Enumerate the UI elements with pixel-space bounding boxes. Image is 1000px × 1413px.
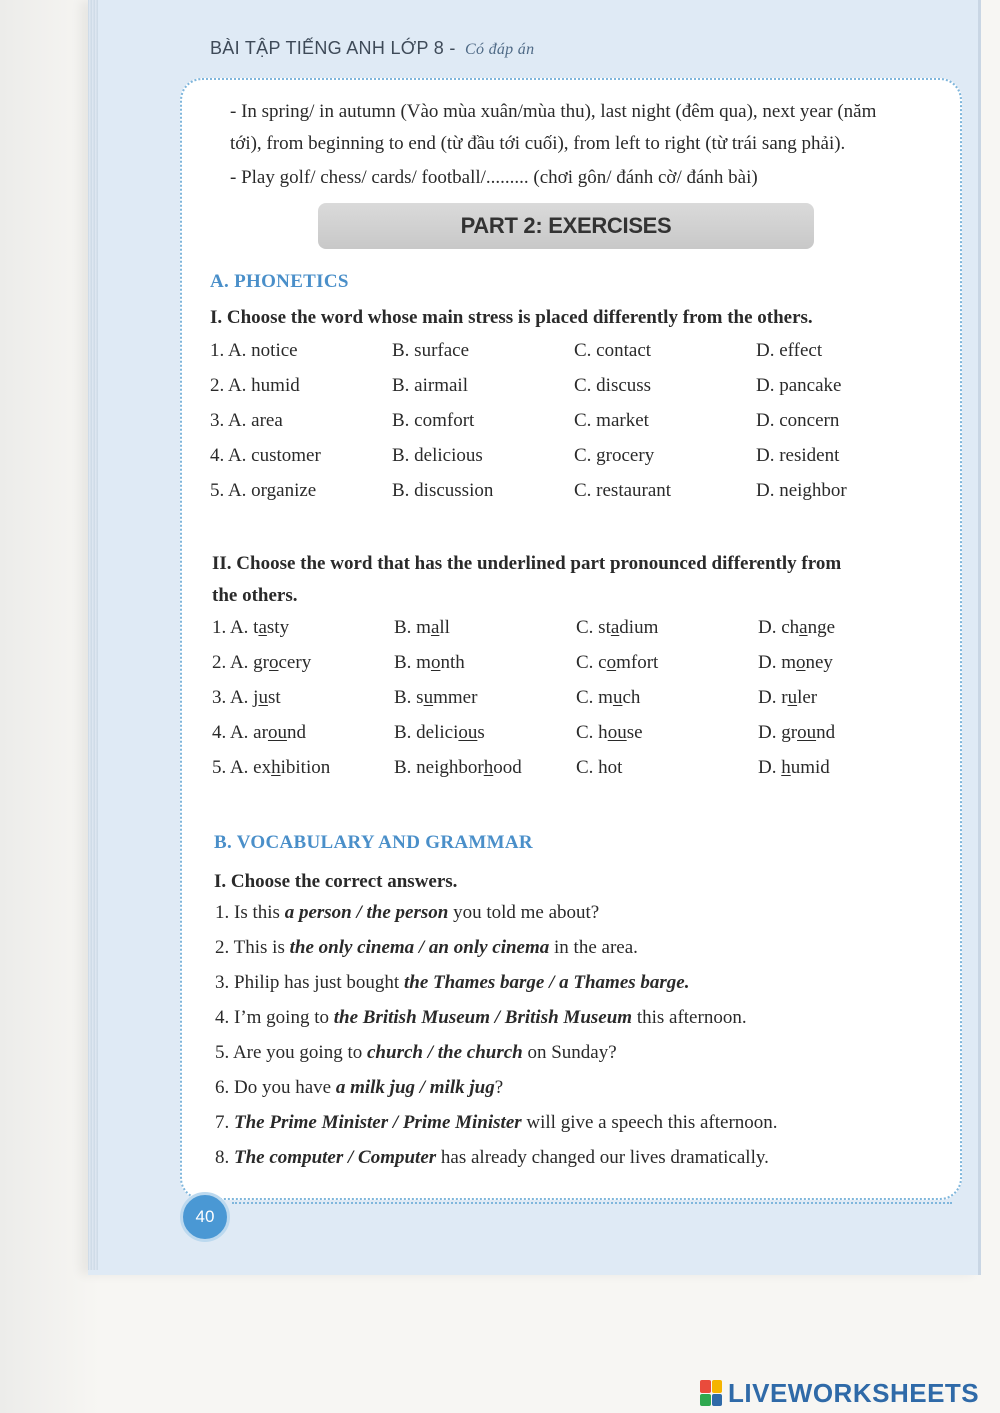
- sentence-item: [215, 972, 690, 994]
- question-row: [210, 340, 950, 370]
- answer-option[interactable]: D. resident: [756, 445, 840, 466]
- answer-choices[interactable]: The computer / Computer: [234, 1147, 437, 1168]
- answer-option[interactable]: [758, 652, 833, 674]
- sentence-text: this afternoon.: [632, 1007, 747, 1028]
- sentence-item: [215, 1007, 747, 1029]
- answer-option[interactable]: [576, 757, 622, 779]
- word-part: 4. A. ar: [212, 722, 268, 743]
- word-part: ler: [797, 687, 818, 708]
- underlined-part: o: [430, 652, 441, 673]
- answer-option[interactable]: B. delicious: [392, 445, 483, 466]
- word-part: ood: [493, 757, 522, 778]
- answer-option[interactable]: C. market: [574, 410, 649, 431]
- section-heading-phonetics: A. PHONETICS: [210, 271, 349, 292]
- word-part: B. m: [394, 652, 431, 673]
- instruction-line: II. Choose the word that has the underlined part pronounced differently from: [212, 553, 842, 574]
- liveworksheets-logo-icon: [700, 1380, 722, 1406]
- word-part: D. m: [758, 652, 796, 673]
- exercise-instruction: I. Choose the correct answers.: [214, 871, 458, 892]
- underlined-part: a: [799, 617, 808, 638]
- sentence-text: you told me about?: [448, 902, 600, 923]
- answer-option[interactable]: [394, 722, 485, 744]
- watermark-text: LIVEWORKSHEETS: [728, 1377, 980, 1408]
- answer-option[interactable]: [394, 652, 465, 674]
- underlined-part: a: [610, 617, 620, 638]
- question-row: [210, 375, 950, 405]
- sentence-text: 7.: [215, 1112, 234, 1133]
- answer-choices[interactable]: a person / the person: [284, 902, 449, 923]
- answer-choices[interactable]: The Prime Minister / Prime Minister: [234, 1112, 522, 1133]
- page-number-badge: 40: [180, 1192, 230, 1242]
- word-part: ney: [805, 652, 833, 673]
- answer-option[interactable]: D. effect: [756, 340, 823, 361]
- underlined-part: o: [269, 652, 279, 673]
- book-title: BÀI TẬP TIẾNG ANH LỚP 8 -: [210, 38, 456, 58]
- sentence-item: [215, 1147, 769, 1169]
- instruction-line: the others.: [212, 585, 298, 606]
- answer-option[interactable]: [212, 757, 330, 779]
- answer-option[interactable]: [212, 687, 281, 709]
- answer-option[interactable]: B. surface: [392, 340, 470, 361]
- answer-option[interactable]: B. discussion: [392, 480, 494, 501]
- sentence-item: [215, 1112, 778, 1134]
- sentence-text: 3. Philip has just bought: [215, 972, 404, 993]
- answer-option[interactable]: D. neighbor: [756, 480, 847, 501]
- underlined-part: u: [612, 687, 623, 708]
- word-part: D. r: [758, 687, 788, 708]
- word-part: s: [477, 722, 485, 743]
- sentence-text: 2. This is: [215, 937, 290, 958]
- word-part: umid: [790, 757, 830, 778]
- answer-option[interactable]: 5. A. organize: [210, 480, 317, 501]
- word-part: sty: [266, 617, 290, 638]
- sentence-item: [215, 1077, 503, 1099]
- sentence-text: on Sunday?: [522, 1042, 617, 1063]
- exercise-instruction: I. Choose the word whose main stress is placed differently from the others.: [210, 307, 813, 328]
- word-part: ch: [622, 687, 641, 708]
- answer-option[interactable]: C. discuss: [574, 375, 652, 396]
- word-part: C. hot: [576, 757, 623, 778]
- answer-option[interactable]: B. comfort: [392, 410, 475, 431]
- underlined-part: a: [430, 617, 440, 638]
- sentence-text: has already changed our lives dramatically.: [436, 1147, 769, 1168]
- word-part: 3. A. j: [212, 687, 259, 708]
- answer-option[interactable]: [758, 757, 830, 779]
- word-part: C. c: [576, 652, 607, 673]
- answer-option[interactable]: 2. A. humid: [210, 375, 300, 396]
- answer-option[interactable]: C. grocery: [574, 445, 655, 466]
- answer-option[interactable]: 1. A. notice: [210, 340, 298, 361]
- answer-option[interactable]: D. pancake: [756, 375, 842, 396]
- question-row: [210, 445, 950, 475]
- underlined-part: h: [483, 757, 494, 778]
- question-row: [210, 410, 950, 440]
- underlined-part: ou: [797, 722, 817, 743]
- word-part: se: [626, 722, 643, 743]
- word-part: C. h: [576, 722, 608, 743]
- word-part: D.: [758, 757, 782, 778]
- word-part: st: [267, 687, 281, 708]
- sentence-text: 8.: [215, 1147, 234, 1168]
- underlined-part: u: [258, 687, 268, 708]
- underlined-part: u: [423, 687, 434, 708]
- page-header: [210, 38, 534, 68]
- word-part: D. gr: [758, 722, 798, 743]
- word-part: B. neighbor: [394, 757, 484, 778]
- answer-option[interactable]: C. contact: [574, 340, 652, 361]
- word-part: B. m: [394, 617, 431, 638]
- answer-option[interactable]: [576, 722, 643, 744]
- question-row: [212, 652, 952, 682]
- page-edges: [88, 0, 98, 1270]
- answer-choices[interactable]: the Thames barge / a Thames barge.: [403, 972, 690, 993]
- question-row: [212, 687, 952, 717]
- theory-line: - In spring/ in autumn (Vào mùa xuân/mùa thu), last night (đêm qua), next year (năm: [230, 101, 877, 122]
- footer-divider: [232, 1202, 952, 1204]
- answer-choices[interactable]: the only cinema / an only cinema: [289, 937, 550, 958]
- theory-line: tới), from beginning to end (từ đầu tới cuối), from left to right (từ trái sang phải).: [230, 133, 846, 154]
- part-banner: PART 2: EXERCISES: [318, 203, 814, 249]
- word-part: 2. A. gr: [212, 652, 269, 673]
- word-part: 5. A. ex: [212, 757, 272, 778]
- answer-option[interactable]: C. restaurant: [574, 480, 672, 501]
- underlined-part: ou: [267, 722, 287, 743]
- exercise-instruction: [212, 548, 841, 612]
- sentence-text: will give a speech this afternoon.: [521, 1112, 778, 1133]
- word-part: D. ch: [758, 617, 800, 638]
- question-row: [212, 722, 952, 752]
- question-row: [212, 757, 952, 787]
- sentence-text: ?: [494, 1077, 504, 1098]
- underlined-part: ou: [607, 722, 627, 743]
- answer-option[interactable]: 4. A. customer: [210, 445, 321, 466]
- word-part: mfort: [616, 652, 659, 673]
- answer-option[interactable]: [576, 617, 658, 639]
- answer-choices[interactable]: the British Museum / British Museum: [333, 1007, 633, 1028]
- word-part: C. st: [576, 617, 611, 638]
- answer-option[interactable]: [576, 687, 640, 709]
- question-row: [212, 617, 952, 647]
- underlined-part: h: [781, 757, 791, 778]
- word-part: 1. A. t: [212, 617, 259, 638]
- book-subtitle: Có đáp án: [465, 41, 535, 58]
- answer-option[interactable]: [394, 757, 522, 779]
- word-part: ibition: [280, 757, 331, 778]
- answer-option[interactable]: [758, 687, 817, 709]
- answer-choices[interactable]: a milk jug / milk jug: [335, 1077, 495, 1098]
- answer-option[interactable]: [212, 722, 306, 744]
- word-part: cery: [278, 652, 312, 673]
- sentence-item: [215, 902, 599, 924]
- word-part: nge: [807, 617, 836, 638]
- underlined-part: o: [796, 652, 806, 673]
- sentence-text: 6. Do you have: [215, 1077, 336, 1098]
- answer-option[interactable]: [212, 617, 289, 639]
- question-row: [210, 480, 950, 510]
- answer-option[interactable]: [394, 687, 477, 709]
- underlined-part: ou: [458, 722, 478, 743]
- answer-option[interactable]: [576, 652, 658, 674]
- word-part: dium: [619, 617, 659, 638]
- theory-notes: [230, 96, 940, 194]
- word-part: mmer: [433, 687, 478, 708]
- answer-option[interactable]: B. airmail: [392, 375, 468, 396]
- answer-choices[interactable]: church / the church: [367, 1042, 523, 1063]
- sentence-text: 5. Are you going to: [215, 1042, 367, 1063]
- answer-option[interactable]: [212, 652, 311, 674]
- underlined-part: o: [606, 652, 617, 673]
- watermark: [700, 1378, 979, 1408]
- answer-option[interactable]: [394, 617, 450, 639]
- word-part: C. m: [576, 687, 613, 708]
- word-part: nd: [286, 722, 306, 743]
- sentence-item: [215, 937, 638, 959]
- underlined-part: a: [258, 617, 267, 638]
- sentence-item: [215, 1042, 617, 1064]
- underlined-part: u: [787, 687, 798, 708]
- word-part: nth: [440, 652, 465, 673]
- sentence-text: 4. I’m going to: [215, 1007, 334, 1028]
- underlined-part: h: [271, 757, 281, 778]
- answer-option[interactable]: [758, 722, 835, 744]
- answer-option[interactable]: [758, 617, 835, 639]
- sentence-text: in the area.: [549, 937, 638, 958]
- word-part: B. s: [394, 687, 424, 708]
- answer-option[interactable]: D. concern: [756, 410, 840, 431]
- word-part: nd: [816, 722, 836, 743]
- section-heading-vocabulary: B. VOCABULARY AND GRAMMAR: [214, 832, 533, 853]
- answer-option[interactable]: 3. A. area: [210, 410, 283, 431]
- sentence-text: 1. Is this: [215, 902, 285, 923]
- word-part: B. delici: [394, 722, 459, 743]
- theory-line: - Play golf/ chess/ cards/ football/......... (chơi gôn/ đánh cờ/ đánh bài): [230, 167, 758, 188]
- word-part: ll: [439, 617, 450, 638]
